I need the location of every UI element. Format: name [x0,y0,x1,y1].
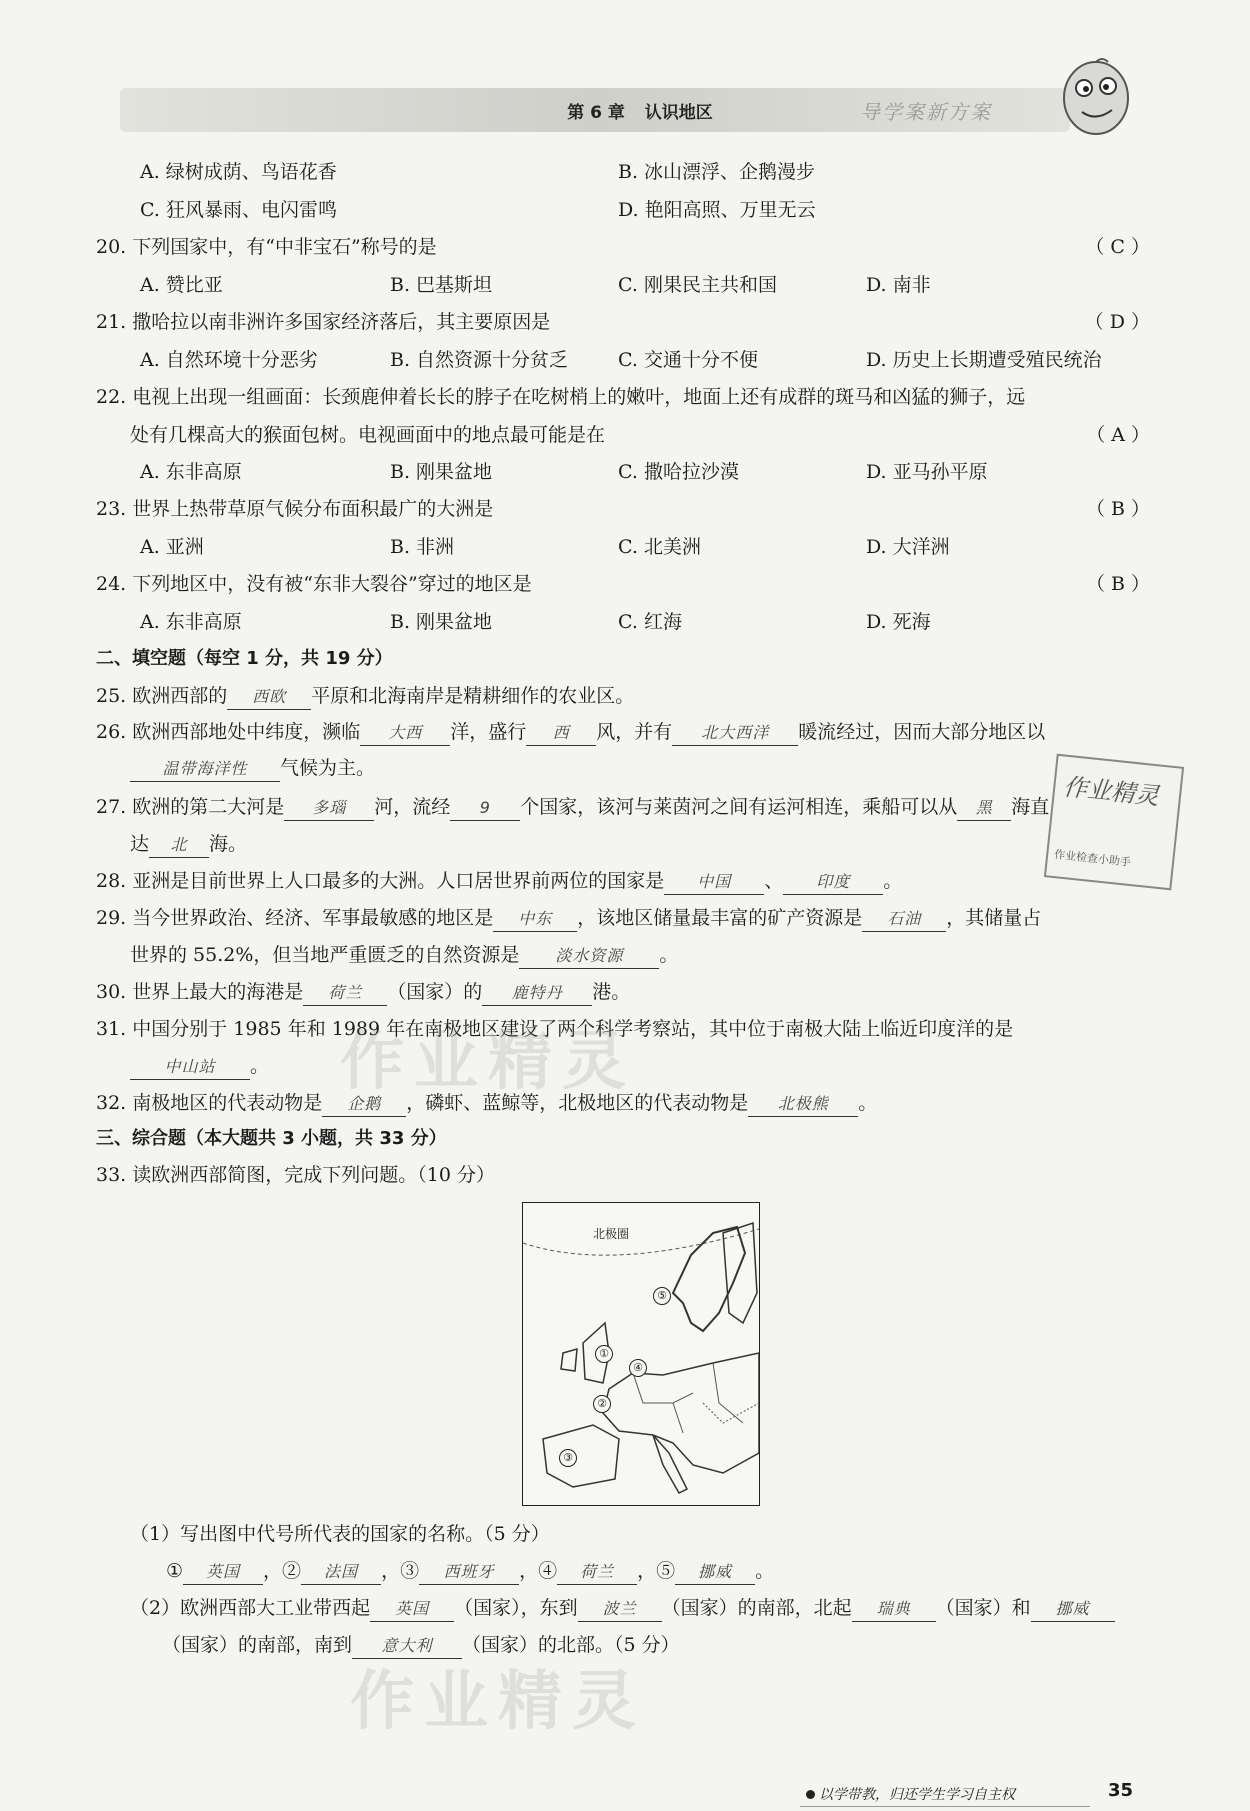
q22-option-d: D. 亚马孙平原 [866,461,988,483]
q24-option-b: B. 刚果盆地 [390,611,493,633]
q23-option-a: A. 亚洲 [140,536,204,558]
q30-blank-1[interactable]: 荷兰 [303,981,387,1006]
q33-stem: 33. 读欧洲西部简图，完成下列问题。（10 分） [96,1164,495,1186]
q33-sub2-blank-4[interactable]: 挪威 [1031,1597,1115,1622]
q30 [96,977,630,1007]
q33-sub2-blank-1[interactable]: 英国 [370,1597,454,1622]
q32-blank-1[interactable]: 企鹅 [322,1092,406,1117]
q22-answer: （ A ） [1086,424,1150,446]
q33-sub2-text-5: （国家）的南部，南到 [162,1634,353,1656]
q33-sub2-text-6: （国家）的北部。（5 分） [462,1634,680,1656]
q23-option-b: B. 非洲 [390,536,455,558]
q33-sub2-blank-2[interactable]: 波兰 [578,1597,662,1622]
q29-blank-1[interactable]: 中东 [493,907,577,932]
header-motto: 导学案新方案 [860,100,992,124]
q26-text-2: 洋，盛行 [450,721,527,743]
q19-option-b: B. 冰山漂浮、企鹅漫步 [618,161,816,183]
chapter-title: 认识地区 [644,103,713,123]
mascot-icon [1056,56,1138,148]
q31-line1: 31. 中国分别于 1985 年和 1989 年在南极地区建设了两个科学考察站，其中位于南极大陆上临近印度洋的是 [96,1018,1014,1040]
section-3-title: 三、综合题（本大题共 3 小题，共 33 分） [96,1128,447,1149]
q25-blank-1[interactable]: 西欧 [227,685,311,710]
q25-text-2: 平原和北海南岸是精耕细作的农业区。 [311,685,635,707]
q24-option-d: D. 死海 [866,611,931,633]
q30-text-1: 30. 世界上最大的海港是 [96,981,304,1003]
q33-sub2-text-3: （国家）的南部，北起 [661,1597,852,1619]
q28-text-1: 28. 亚洲是目前世界上人口最多的大洲。人口居世界前两位的国家是 [96,870,665,892]
q29-text-3: ，其储量占 [946,907,1042,929]
q25-text-1: 25. 欧洲西部的 [96,685,228,707]
q29-text-2: ，该地区储量最丰富的矿产资源是 [577,907,863,929]
q20-option-c: C. 刚果民主共和国 [618,274,777,296]
map-marker-5: ⑤ [653,1287,671,1305]
q29-line2 [130,940,678,970]
q21-option-a: A. 自然环境十分恶劣 [140,349,318,371]
q26-blank-3[interactable]: 北大西洋 [672,721,798,746]
page-header-title [520,98,760,123]
q29-text-1: 29. 当今世界政治、经济、军事最敏感的地区是 [96,907,494,929]
q32-blank-2[interactable]: 北极熊 [748,1092,858,1117]
q33-sub1-blank-2[interactable]: 法国 [301,1560,381,1585]
q33-sub1-num-1: ① [166,1560,184,1582]
q29-blank-2[interactable]: 石油 [862,907,946,932]
map-marker-4: ④ [629,1359,647,1377]
q29-text-5: 。 [659,944,679,966]
q24-answer: （ B ） [1085,573,1150,595]
q31-text-2: 。 [250,1055,270,1077]
footer-motto-text: 以学带教，归还学生学习自主权 [819,1787,1015,1803]
q33-sub1-stem: （1）写出图中代号所代表的国家的名称。（5 分） [130,1523,550,1545]
q27-text-2: 河，流经 [374,796,451,818]
page-number: 35 [1108,1780,1134,1801]
map-marker-1: ① [595,1345,613,1363]
q26-line2 [130,753,375,783]
q22-option-c: C. 撒哈拉沙漠 [618,461,739,483]
q32-text-3: 。 [858,1092,878,1114]
q30-blank-2[interactable]: 鹿特丹 [482,981,592,1006]
q27-text-5: 达 [130,833,150,855]
q27-blank-3[interactable]: 黑 [957,796,1011,821]
q33-sub1-num-2: ，② [263,1560,302,1582]
q26-text-4: 暖流经过，因而大部分地区以 [798,721,1046,743]
western-europe-map [522,1202,760,1506]
q33-sub2-text-2: （国家），东到 [454,1597,578,1619]
q21-stem: 21. 撒哈拉以南非洲许多国家经济落后，其主要原因是 [96,311,551,333]
q28-text-2: 、 [764,870,784,892]
q33-sub2-line1 [130,1593,1115,1623]
q26-text-1: 26. 欧洲西部地处中纬度，濒临 [96,721,361,743]
q33-sub1-blank-5[interactable]: 挪威 [675,1560,755,1585]
q32-text-2: ，磷虾、蓝鲸等，北极地区的代表动物是 [406,1092,749,1114]
q33-sub1-blank-4[interactable]: 荷兰 [557,1560,637,1585]
q27-text-3: 个国家，该河与莱茵河之间有运河相连，乘船可以从 [520,796,958,818]
stamp-title: 作业精灵 [1061,772,1161,811]
q22-option-b: B. 刚果盆地 [390,461,493,483]
q28-blank-1[interactable]: 中国 [664,870,764,895]
q21-option-d: D. 历史上长期遭受殖民统治 [866,349,1102,371]
q33-sub1-answers [166,1556,774,1586]
q32-text-1: 32. 南极地区的代表动物是 [96,1092,323,1114]
q19-option-a: A. 绿树成荫、鸟语花香 [140,161,337,183]
q29-blank-3[interactable]: 淡水资源 [519,944,659,969]
q33-sub2-text-4: （国家）和 [935,1597,1031,1619]
q22-option-a: A. 东非高原 [140,461,242,483]
q23-option-c: C. 北美洲 [618,536,701,558]
q21-answer: （ D ） [1084,311,1150,333]
q27-text-6: 海。 [209,833,248,855]
q26-blank-4[interactable]: 温带海洋性 [130,757,280,782]
q20-option-d: D. 南非 [866,274,931,296]
q29-text-4: 世界的 55.2%，但当地严重匮乏的自然资源是 [130,944,520,966]
watermark-middle: 作业精灵 [340,1025,636,1099]
q27-line1 [96,792,1049,822]
q27-blank-2[interactable]: 9 [450,796,520,821]
q22-stem-line1: 22. 电视上出现一组画面：长颈鹿伸着长长的脖子在吃树梢上的嫩叶，地面上还有成群的斑马和凶猛的狮子，远 [96,386,1026,408]
q28-blank-2[interactable]: 印度 [783,870,883,895]
footer-rule [800,1806,1090,1807]
q26-text-5: 气候为主。 [280,757,376,779]
q31-blank-1[interactable]: 中山站 [130,1055,250,1080]
q23-stem: 23. 世界上热带草原气候分布面积最广的大洲是 [96,498,494,520]
q21-option-b: B. 自然资源十分贫乏 [390,349,569,371]
q24-stem: 24. 下列地区中，没有被“东非大裂谷”穿过的地区是 [96,573,532,595]
q24-option-a: A. 东非高原 [140,611,242,633]
q26-text-3: 风，并有 [596,721,673,743]
q20-answer: （ C ） [1085,236,1150,258]
watermark-bottom: 作业精灵 [350,1665,646,1739]
q20-stem: 20. 下列国家中，有“中非宝石”称号的是 [96,236,437,258]
q29-line1 [96,903,1041,933]
q23-answer: （ B ） [1085,498,1150,520]
q33-sub1-blank-3[interactable]: 西班牙 [419,1560,519,1585]
q20-option-a: A. 赞比亚 [140,274,223,296]
q26-blank-1[interactable]: 大西 [360,721,450,746]
q33-sub2-text-1: （2）欧洲西部大工业带西起 [130,1597,371,1619]
q33-sub1-num-3: ，③ [381,1560,420,1582]
q27-blank-4[interactable]: 北 [149,833,209,858]
map-marker-2: ② [593,1395,611,1413]
q27-line2 [130,829,247,859]
q19-option-c: C. 狂风暴雨、电闪雷鸣 [140,199,337,221]
q20-option-b: B. 巴基斯坦 [390,274,493,296]
q19-option-d: D. 艳阳高照、万里无云 [618,199,816,221]
q30-text-3: 港。 [592,981,631,1003]
q26-line1 [96,717,1045,747]
q27-text-4: 海直 [1011,796,1050,818]
q28-text-3: 。 [883,870,903,892]
q26-blank-2[interactable]: 西 [526,721,596,746]
q33-sub1-blank-1[interactable]: 英国 [183,1560,263,1585]
footer-motto [806,1784,1015,1804]
q25 [96,681,634,711]
section-2-title: 二、填空题（每空 1 分，共 19 分） [96,648,393,669]
q24-option-c: C. 红海 [618,611,682,633]
q27-text-1: 27. 欧洲的第二大河是 [96,796,285,818]
stamp-subtitle: 作业检查小助手 [1053,847,1132,869]
homework-helper-stamp [1044,754,1184,891]
q33-sub1-num-5: ，⑤ [637,1560,676,1582]
chapter-number: 第 6 章 [567,103,625,123]
q30-text-2: （国家）的 [387,981,483,1003]
map-marker-3: ③ [559,1449,577,1467]
q22-stem-line2: 处有几棵高大的猴面包树。电视画面中的地点最可能是在 [130,424,606,446]
q33-sub2-blank-3[interactable]: 瑞典 [852,1597,936,1622]
q31-line2 [130,1051,269,1081]
q27-blank-1[interactable]: 多瑙 [284,796,374,821]
q33-sub2-blank-5[interactable]: 意大利 [352,1634,462,1659]
arctic-circle-label: 北极圈 [593,1227,630,1241]
q28 [96,866,902,896]
bullet-dot-icon [806,1790,815,1799]
q33-sub1-num-4: ，④ [519,1560,558,1582]
q23-option-d: D. 大洋洲 [866,536,950,558]
q33-sub1-end: 。 [755,1560,775,1582]
q21-option-c: C. 交通十分不便 [618,349,758,371]
